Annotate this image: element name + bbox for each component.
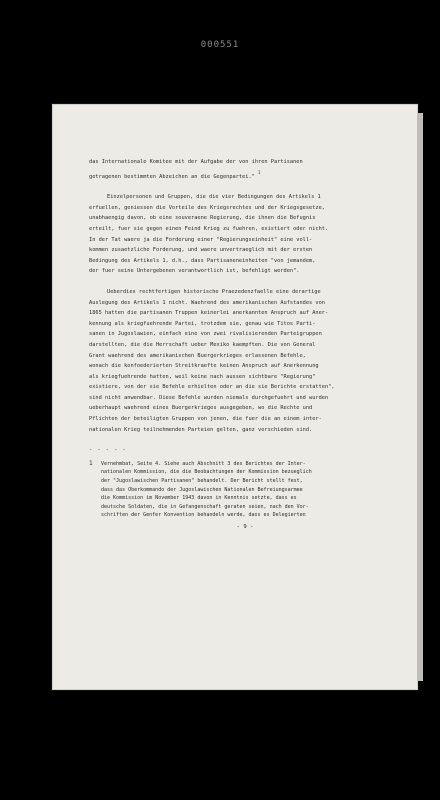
text-line: Ueberdies rechtfertigen historische Praezedenzfaelle eine derartige <box>107 288 321 295</box>
text-line: erfuellen, geniessen die Vorteile des Kriegsrechtes und der Kriegsgesetze, <box>89 204 325 211</box>
document-page <box>52 104 418 690</box>
paragraph-1 <box>89 192 401 277</box>
footnote-line: dass das Oberkommando der Jugoslawischen Nationalen Befreiungsarmee <box>101 486 303 493</box>
text-line: Bedingung des Artikels 1, d.h., dass Partisaneneinheiten "von jemandem, <box>89 257 316 264</box>
text-line: sanen in Jugoslawien, einfach eine von zwei rivalisierenden Parteigruppen <box>89 331 322 338</box>
text-line: wonach die konfoederierten Streitkraefte keinen Anspruch auf Anerkennung <box>89 363 319 370</box>
text-line: erteilt, fuer sie gegen einen Feind Krieg zu fuehren, existiert oder nicht. <box>89 225 329 232</box>
text-line: Auslegung des Artikels 1 nicht. Waehrend des amerikanischen Aufstandes von <box>89 299 325 306</box>
text-line: darstellten, die die Herrschaft ueber Mexiko kaempften. Die von General <box>89 341 316 348</box>
text-line: existiere, von der sie Befehle erhielten oder an die sie Berichte erstatten", <box>89 384 335 391</box>
text-line: Grant waehrend des amerikanischen Buergerkrieges erlassenen Befehle, <box>89 352 306 359</box>
document-body <box>89 157 401 533</box>
text-line: kennung als kriegfuehrende Partei, trotzdem sie, genau wie Titos Parti- <box>89 320 316 327</box>
footnote-line: die Kommission im November 1943 davon in Kenntnis setzte, dass es <box>101 495 297 502</box>
text-line: 1865 hatten die partisanen Truppen keinerlei anerkannten Anspruch auf Aner- <box>89 310 329 317</box>
text-line: unabhaengig davon, ob eine souveraene Regierung, die ihnen die Befugnis <box>89 215 316 222</box>
text-line: ueberhaupt waehrend eines Buergerkrieges ausgegeben, wo die Rechte und <box>89 405 313 412</box>
text-line: als kriegfuehrende hatten, weil keine nach aussen sichtbare "Regierung" <box>89 373 316 380</box>
footnote-line: deutsche Soldaten, die in Gefangenschaft geraten seien, nach den Vor- <box>101 503 309 510</box>
footnote-line: nationalen Kommission, die die Beobachtungen der Kommission bezueglich <box>101 469 312 476</box>
footnote-line: Vernehmbat, Seite 4. Siehe auch Abschnitt 3 des Berichtes der Inter- <box>101 460 306 467</box>
paragraph-2 <box>89 287 401 435</box>
text-line: kommen zusaetzliche Forderung, und waere unvertraeglich mit der ersten <box>89 247 313 254</box>
text-line: das Internationale Komitee mit der Aufgabe der von ihren Partisanen <box>89 159 303 165</box>
text-line: Pflichten der beteiligten Gruppen von jenen, die fuer die an einem inter- <box>89 416 322 423</box>
text-line: In der Tat waere ja die Forderung einer "Regierungseinheit" eine voll- <box>89 236 313 243</box>
text-line: sind nicht anwendbar. Diese Befehle wurden niemals durchgefuehrt und wurden <box>89 394 329 401</box>
footnote-line: schriften der Genfer Konvention behandeln werde, dass es Delegierten <box>101 512 306 519</box>
footnote <box>89 460 401 520</box>
text-line: Einzelpersonen und Gruppen, die die vier Bedingungen des Artikels 1 <box>107 194 321 201</box>
text-line: nationalen Krieg teilnehmenden Parteien gelten, ganz verschieden sind. <box>89 426 313 433</box>
text-line: getragenen bestimmten Abzeichen an die Gegenpartei." $^1$ <box>89 169 261 180</box>
page-number: - 9 - <box>236 524 254 530</box>
footnote-divider: - - - - - <box>89 447 127 454</box>
footnote-reference: 1 <box>258 169 261 175</box>
paragraph-0 <box>89 157 401 182</box>
archive-number: 000551 <box>200 40 240 50</box>
footnote-line: der "Jugoslawischen Partisanen" behandelt. Der Bericht stellt fest, <box>101 478 303 485</box>
text-line: der fuer seine Untergebenen verantwortlich ist, befehligt werden". <box>89 268 300 275</box>
footnote-mark: 1 <box>89 459 93 467</box>
